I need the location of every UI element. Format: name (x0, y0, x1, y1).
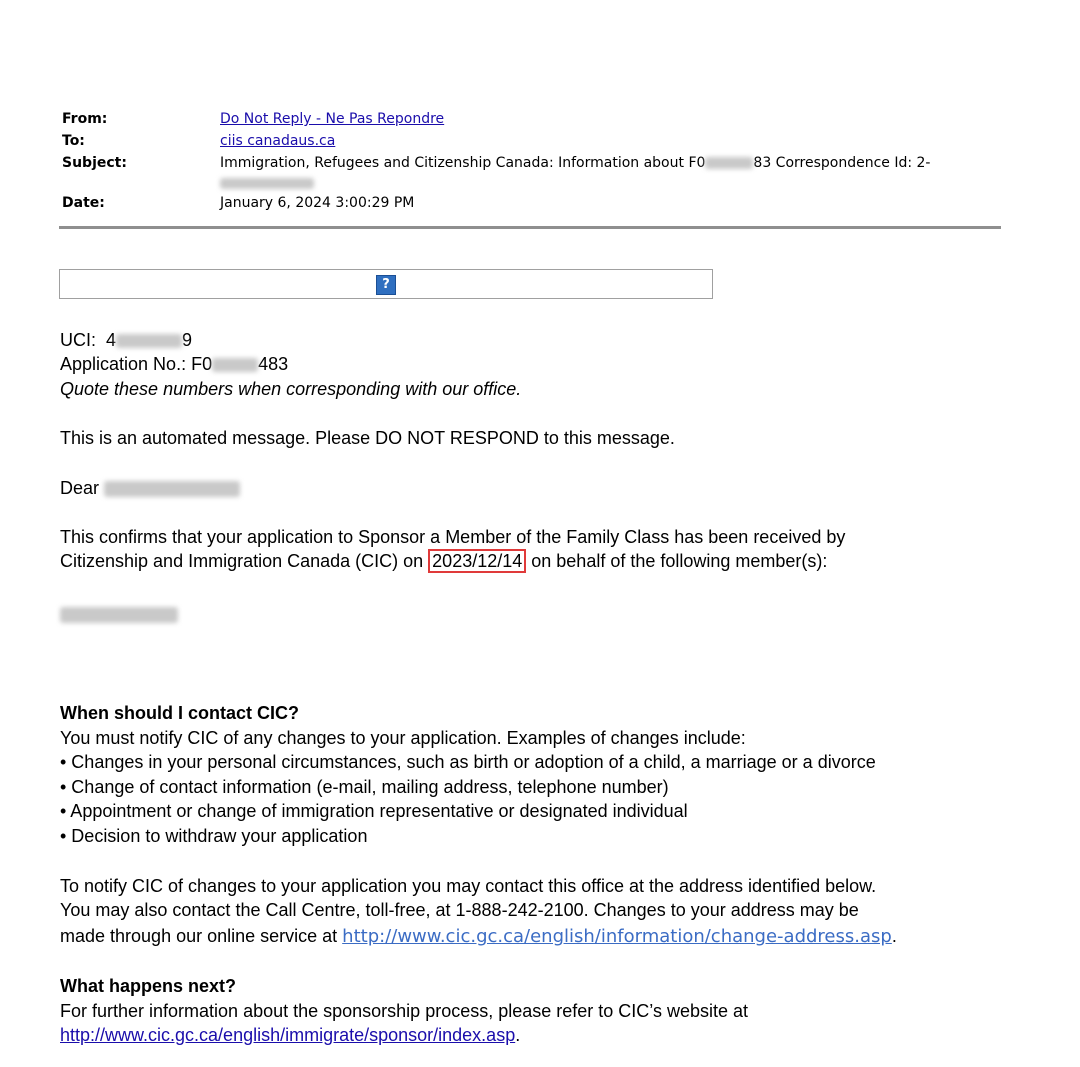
sponsor-link[interactable]: http://www.cic.gc.ca/english/immigrate/sponsor/index.asp (60, 1025, 516, 1045)
contact-bullet: • Appointment or change of immigration representative or designated individual (60, 801, 688, 821)
contact-bullet: • Change of contact information (e-mail, mailing address, telephone number) (60, 777, 669, 797)
next-link-suffix: . (515, 1025, 521, 1045)
date-value: January 6, 2024 3:00:29 PM (220, 195, 415, 211)
subject-label: Subject: (62, 155, 127, 171)
redacted-blur (116, 334, 182, 348)
contact-bullet: • Changes in your personal circumstances, such as birth or adoption of a child, a marriage or a divorce (60, 752, 876, 772)
uci-label: UCI: (60, 330, 96, 350)
received-date-highlight: 2023/12/14 (428, 549, 526, 573)
notify-line3 (60, 924, 897, 950)
redacted-blur (212, 358, 258, 372)
subject-prefix: Immigration, Refugees and Citizenship Canada: Information about F0 (220, 155, 706, 171)
question-mark-icon: ? (376, 275, 396, 295)
header-divider (59, 226, 1001, 229)
change-address-link[interactable]: http://www.cic.gc.ca/english/information/change-address.asp (342, 926, 892, 947)
confirm-line2 (60, 549, 827, 574)
notify-line3-prefix: made through our online service at (60, 926, 343, 946)
redacted-blur (60, 607, 178, 623)
subject-value (220, 154, 930, 172)
next-line1: For further information about the sponsorship process, please refer to CIC’s website at (60, 1001, 749, 1021)
from-link[interactable]: Do Not Reply - Ne Pas Repondre (220, 111, 445, 127)
uci-prefix: 4 (106, 330, 117, 350)
to-label: To: (62, 133, 85, 149)
application-prefix: F0 (191, 354, 213, 374)
redacted-blur (220, 178, 314, 189)
date-label: Date: (62, 195, 105, 211)
automated-message: This is an automated message. Please DO NOT RESPOND to this message. (60, 428, 675, 448)
subject-line2 (220, 174, 314, 192)
redacted-blur (705, 157, 753, 169)
to-link[interactable]: ciis canadaus.ca (220, 133, 336, 149)
application-suffix: 483 (258, 354, 289, 374)
notify-line1: To notify CIC of changes to your application you may contact this office at the address identified below. (60, 876, 877, 896)
quote-note: Quote these numbers when corresponding with our office. (60, 379, 522, 399)
uci-suffix: 9 (182, 330, 193, 350)
redacted-blur (104, 481, 240, 497)
greeting: Dear (60, 478, 100, 498)
confirm-suffix: on behalf of the following member(s): (526, 551, 828, 571)
subject-suffix: 83 Correspondence Id: 2- (753, 155, 931, 171)
greeting-line (60, 476, 240, 501)
application-line (60, 352, 288, 377)
contact-intro: You must notify CIC of any changes to your application. Examples of changes include: (60, 728, 746, 748)
from-label: From: (62, 111, 108, 127)
contact-heading: When should I contact CIC? (60, 703, 299, 723)
member-list (60, 602, 178, 627)
next-heading: What happens next? (60, 976, 237, 996)
image-placeholder (59, 269, 713, 299)
notify-line3-suffix: . (891, 926, 897, 946)
application-label: Application No.: (60, 354, 187, 374)
confirm-line1: This confirms that your application to Sponsor a Member of the Family Class has been received by (60, 527, 846, 547)
confirm-prefix: Citizenship and Immigration Canada (CIC) on (60, 551, 429, 571)
notify-line2: You may also contact the Call Centre, toll-free, at 1-888-242-2100. Changes to your address may be (60, 900, 859, 920)
contact-bullet: • Decision to withdraw your application (60, 826, 368, 846)
next-line2 (60, 1023, 520, 1048)
uci-line (60, 328, 192, 353)
